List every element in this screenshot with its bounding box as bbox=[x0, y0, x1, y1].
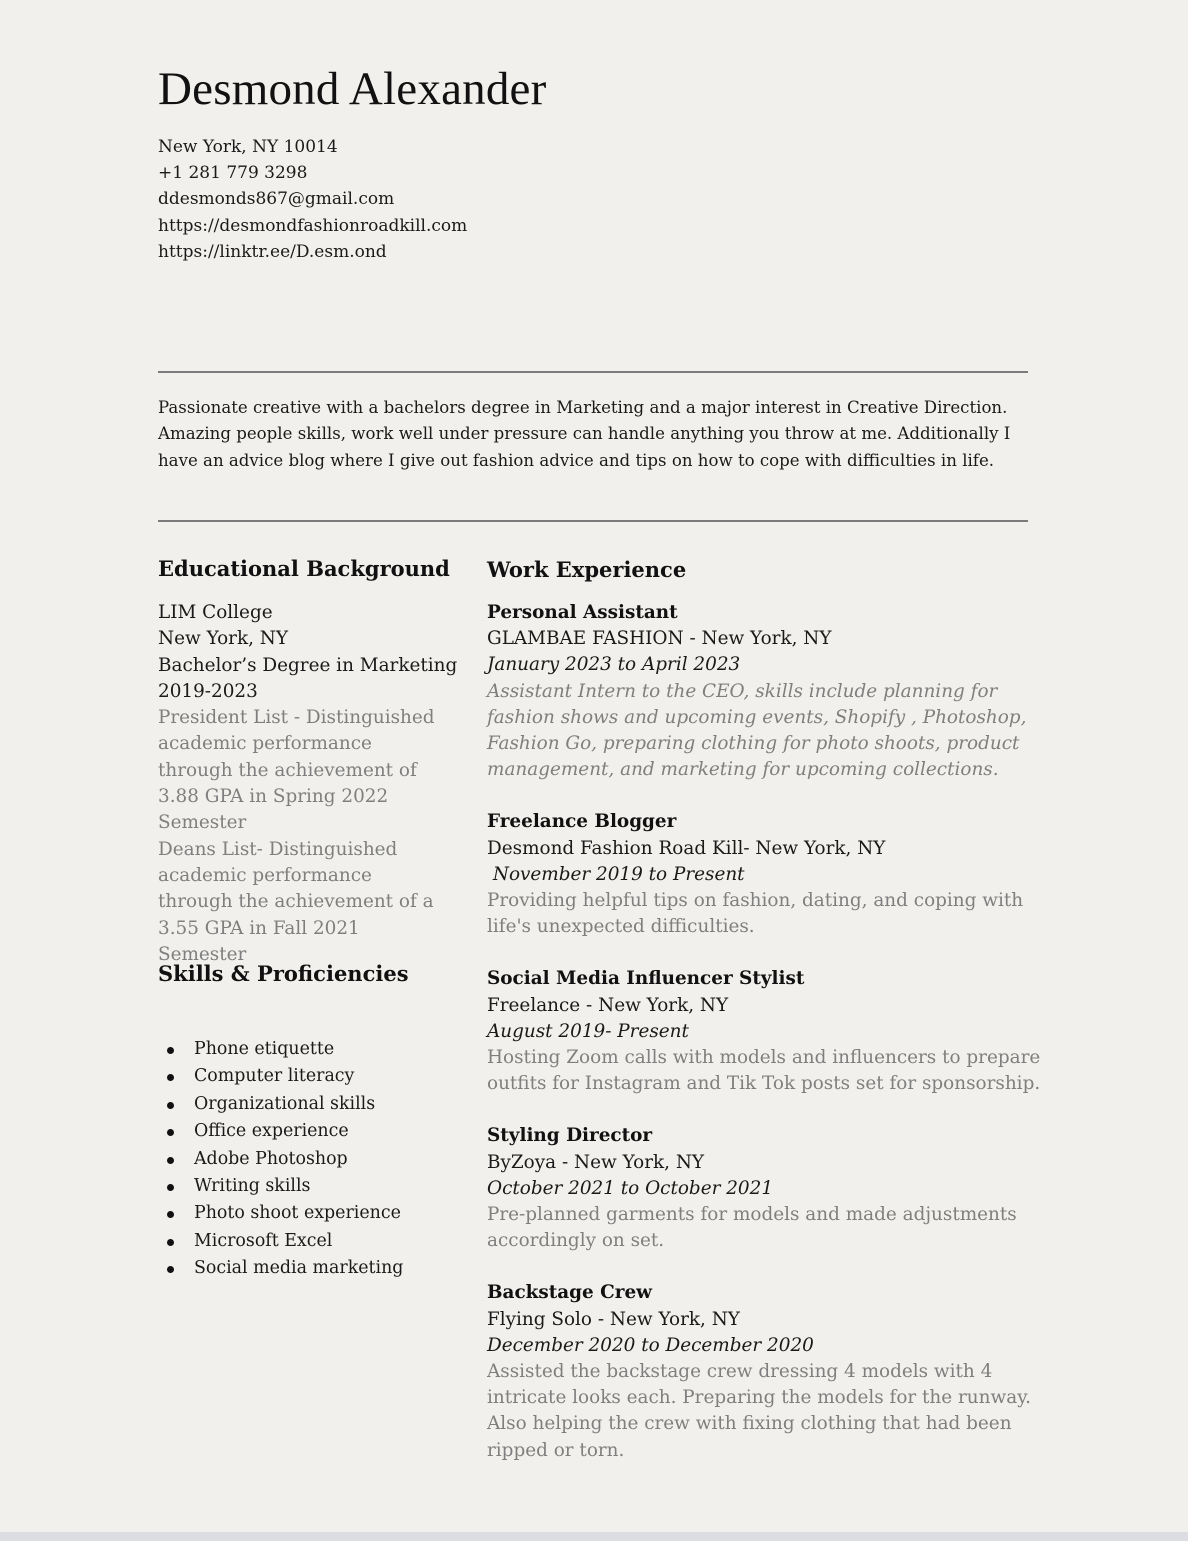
page-bottom-edge bbox=[0, 1532, 1188, 1541]
job-dates: October 2021 to October 2021 bbox=[487, 1177, 774, 1199]
skills-list bbox=[158, 1036, 403, 1283]
contact-address: New York, NY 10014 bbox=[158, 137, 338, 157]
divider-bottom bbox=[158, 520, 1028, 522]
bullet-icon bbox=[167, 1074, 174, 1081]
job-description: Assisted the backstage crew dressing 4 models with 4 intricate looks each. Preparing the models for the runway. Also helping the crew with fixing clothing that had been ripped or torn. bbox=[487, 1361, 1031, 1461]
education-location: New York, NY bbox=[158, 628, 289, 650]
skill-label: Photo shoot experience bbox=[194, 1203, 401, 1224]
job-description: Assistant Intern to the CEO, skills include planning for fashion shows and upcoming events, Shopify , Photoshop, Fashion Go, preparing clothing for photo shoots, product management, and marketing for upcoming collections. bbox=[487, 680, 1027, 781]
candidate-name: Desmond Alexander bbox=[158, 63, 547, 115]
skill-label: Adobe Photoshop bbox=[194, 1148, 348, 1169]
job-title: Freelance Blogger bbox=[487, 811, 677, 833]
skill-item bbox=[158, 1173, 403, 1200]
education-school: LIM College bbox=[158, 602, 273, 623]
job-title: Styling Director bbox=[487, 1125, 653, 1147]
job-dates: January 2023 to April 2023 bbox=[487, 654, 741, 676]
contact-website: https://desmondfashionroadkill.com bbox=[158, 215, 468, 236]
contact-block bbox=[158, 134, 467, 265]
education-honor: Deans List- Distinguished academic performance through the achievement of a 3.55 GPA in Fall 2021 Semester bbox=[158, 838, 434, 965]
skill-label: Social media marketing bbox=[194, 1258, 404, 1279]
bullet-icon bbox=[167, 1211, 174, 1218]
contact-linktree: https://linktr.ee/D.esm.ond bbox=[158, 241, 387, 262]
left-column bbox=[158, 556, 458, 1279]
contact-phone: +1 281 779 3298 bbox=[158, 163, 308, 184]
bullet-icon bbox=[167, 1047, 174, 1054]
job-entry bbox=[487, 1280, 1047, 1463]
divider-top bbox=[158, 371, 1028, 373]
job-company: Flying Solo - New York, NY bbox=[487, 1308, 740, 1330]
job-title: Social Media Influencer Stylist bbox=[487, 968, 805, 990]
skill-label: Writing skills bbox=[194, 1176, 311, 1197]
skill-label: Computer literacy bbox=[194, 1066, 355, 1087]
skill-item bbox=[158, 1036, 403, 1063]
skill-item bbox=[158, 1063, 403, 1090]
skills-heading: Skills & Proficiencies bbox=[158, 961, 409, 986]
bullet-icon bbox=[167, 1129, 174, 1136]
skill-label: Organizational skills bbox=[194, 1093, 376, 1114]
bullet-icon bbox=[167, 1239, 174, 1246]
skill-item bbox=[158, 1091, 403, 1118]
skill-item bbox=[158, 1146, 403, 1173]
job-company: GLAMBAE FASHION - New York, NY bbox=[487, 628, 832, 650]
bullet-icon bbox=[167, 1266, 174, 1273]
job-entry bbox=[487, 966, 1047, 1097]
bullet-icon bbox=[167, 1102, 174, 1109]
summary-paragraph: Passionate creative with a bachelors degree in Marketing and a major interest in Creative Direction. Amazing people skills, work well under pressure can handle anything you throw at me. Additionally I have an advice blog where I give out fashion advice and tips on how to cope with difficulties in life. bbox=[158, 398, 1011, 470]
job-description: Providing helpful tips on fashion, dating, and coping with life's unexpected difficulties. bbox=[487, 890, 1024, 938]
job-title: Personal Assistant bbox=[487, 602, 678, 623]
bullet-icon bbox=[167, 1157, 174, 1164]
skill-label: Office experience bbox=[194, 1121, 349, 1142]
job-dates: November 2019 to Present bbox=[487, 863, 745, 885]
job-company: Freelance - New York, NY bbox=[487, 994, 729, 1016]
job-entry bbox=[487, 600, 1047, 783]
skill-item bbox=[158, 1228, 403, 1255]
skill-item bbox=[158, 1255, 403, 1282]
skill-label: Microsoft Excel bbox=[194, 1230, 333, 1251]
skill-item bbox=[158, 1200, 403, 1227]
education-honor: President List - Distinguished academic performance through the achievement of 3.88 GPA in Spring 2022 Semester bbox=[158, 707, 435, 834]
contact-email: ddesmonds867@gmail.com bbox=[158, 189, 395, 210]
skill-label: Phone etiquette bbox=[194, 1039, 335, 1059]
bullet-icon bbox=[167, 1184, 174, 1191]
work-list bbox=[487, 600, 1047, 1464]
job-description: Hosting Zoom calls with models and influencers to prepare outfits for Instagram and Tik Tok posts set for sponsorship. bbox=[487, 1047, 1041, 1095]
skill-item bbox=[158, 1118, 403, 1145]
job-dates: December 2020 to December 2020 bbox=[487, 1334, 814, 1356]
job-dates: August 2019- Present bbox=[487, 1020, 689, 1042]
job-entry bbox=[487, 809, 1047, 940]
job-description: Pre-planned garments for models and made adjustments accordingly on set. bbox=[487, 1204, 1017, 1252]
job-company: Desmond Fashion Road Kill- New York, NY bbox=[487, 837, 886, 859]
education-years: 2019-2023 bbox=[158, 680, 258, 702]
education-degree: Bachelor’s Degree in Marketing bbox=[158, 654, 458, 676]
education-entry bbox=[158, 600, 458, 968]
job-entry bbox=[487, 1123, 1047, 1254]
work-heading: Work Experience bbox=[487, 557, 687, 582]
education-heading: Educational Background bbox=[158, 556, 450, 581]
job-title: Backstage Crew bbox=[487, 1282, 652, 1304]
job-company: ByZoya - New York, NY bbox=[487, 1151, 705, 1173]
right-column bbox=[487, 557, 1047, 1490]
